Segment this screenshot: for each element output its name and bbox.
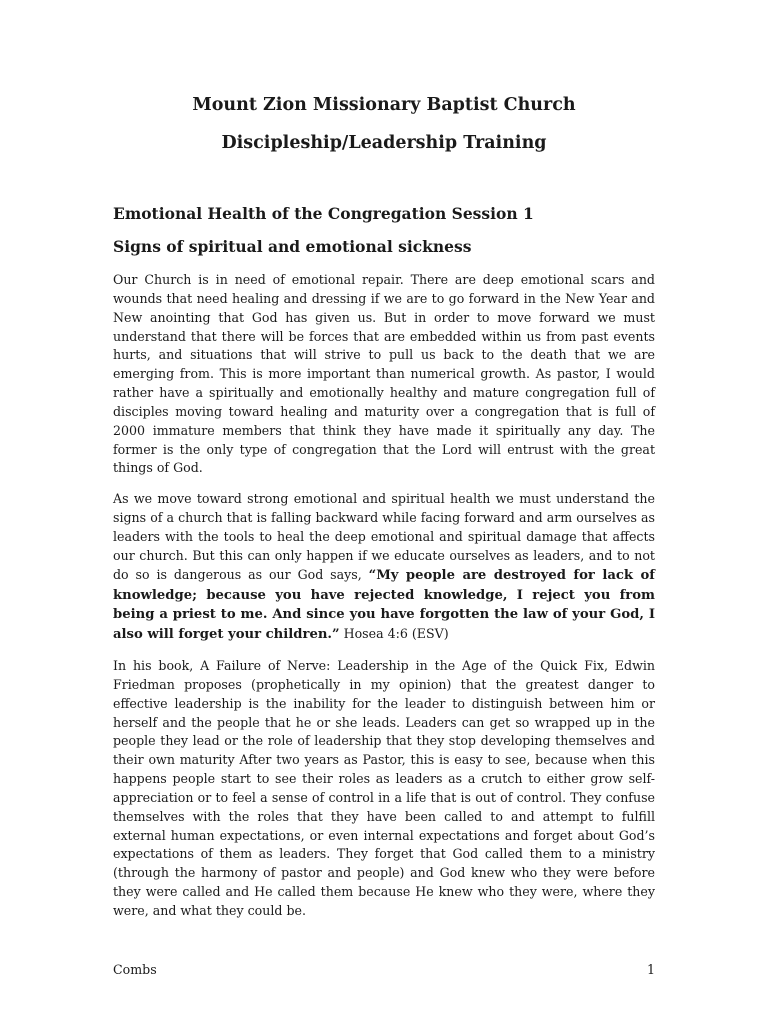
paragraph-3: In his book, A Failure of Nerve: Leadership in the Age of the Quick Fix, Edwin Friedman proposes (prophetically in my opinion) that the greatest danger to effective leadership is the inability for the leader to distinguish between him or herself and the people that he or she leads. Leaders can get so wrapped up in the people they lead or the role of leadership that they stop developing themselves and their own maturity After two years as Pastor, this is easy to see, because when this happens people start to see their roles as leaders as a crutch to either grow self-appreciation or to feel a sense of control in a life that is out of control. They confuse themselves with the roles that they have been called to and attempt to fulfill external human expectations, or even internal expectations and forget about God’s expectations of them as leaders. They forget that God called them to a ministry (through the harmony of pastor and people) and God knew who they were before they were called and He called them because He knew who they were, where they were, and what they could be. xyxy=(113,658,655,918)
document-body xyxy=(113,271,655,933)
scripture-quote: “My people are destroyed for lack of knowledge; because you have rejected knowledge, I reject you from being a priest to me. And since you have forgotten the law of your God, I also will forget your children.” xyxy=(113,567,655,643)
paragraph-2 xyxy=(113,490,655,645)
footer-page-number: 1 xyxy=(646,962,655,977)
paragraph-1: Our Church is in need of emotional repair. There are deep emotional scars and wounds that need healing and dressing if we are to go forward in the New Year and New anointing that God has given us. But in order to move forward we must understand that there will be forces that are embedded within us from past events hurts, and situations that will strive to pull us back to the death that we are emerging from. This is more important than numerical growth. As pastor, I would rather have a spiritually and emotionally healthy and mature congregation full of disciples moving toward healing and maturity over a congregation that is full of 2000 immature members that think they have made it spiritually any day. The former is the only type of congregation that the Lord will entrust with the great things of God. xyxy=(113,272,655,476)
church-title: Mount Zion Missionary Baptist Church xyxy=(192,95,576,115)
footer-author: Combs xyxy=(113,962,157,977)
session-heading: Emotional Health of the Congregation Session 1 xyxy=(113,204,534,223)
paragraph-2-intro: As we move toward strong emotional and spiritual health we must understand the signs of a church that is falling backward while facing forward and arm ourselves as leaders with the tools to heal the deep emotional and spiritual damage that affects our church. But this can only happen if we educate ourselves as leaders, and to not do so is dangerous as our God says, xyxy=(113,491,655,582)
scripture-citation: Hosea 4:6 (ESV) xyxy=(339,626,449,642)
document-page xyxy=(113,0,655,1024)
section-heading: Signs of spiritual and emotional sickness xyxy=(113,237,472,256)
training-title: Discipleship/Leadership Training xyxy=(221,133,547,153)
